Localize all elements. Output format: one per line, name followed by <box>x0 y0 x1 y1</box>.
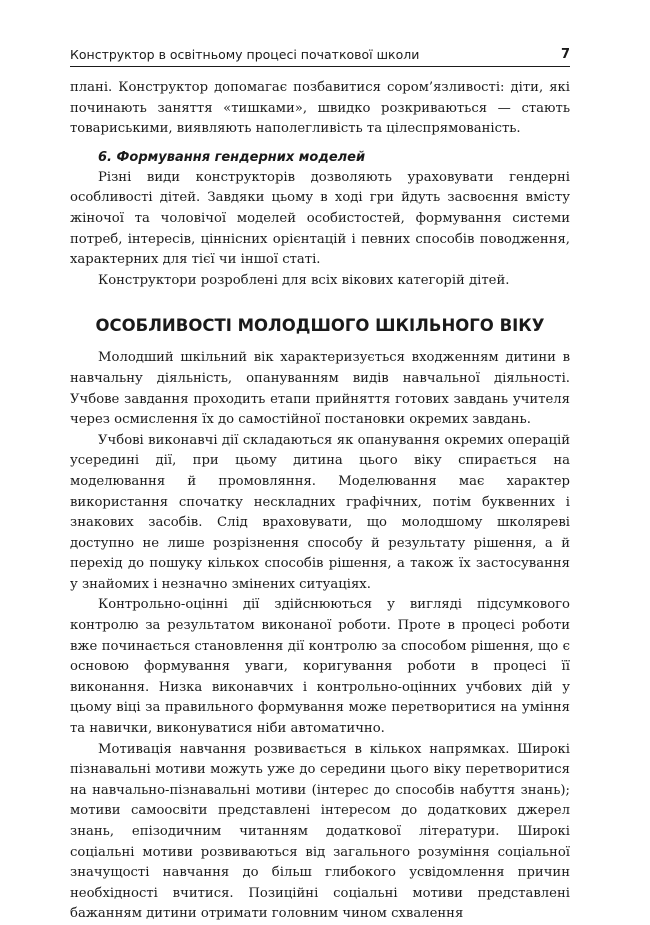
intro-paragraph: плані. Конструктор допомагає позбавитися сором’язливості: діти, які починають заняття «тишками», швидко розкриваються — стають товариськими, виявляють наполегливість та цілеспрямованість. <box>70 80 570 137</box>
running-header <box>70 46 570 67</box>
page-body <box>70 78 570 925</box>
subsection-paragraph: Різні види конструкторів дозволяють ураховувати гендерні особливості дітей. Завдяки цьому в ході гри йдуть засвоєння вмісту жіночої та чоловічої моделей особистостей, формування системи потреб, інтересів, ціннісних орієнтацій і певних способів поводження, характерних для тієї чи іншої статі. <box>70 169 570 268</box>
subsection-heading: 6. Формування гендерних моделей <box>98 149 366 165</box>
section-title: ОСОБЛИВОСТІ МОЛОДШОГО ШКІЛЬНОГО ВІКУ <box>95 316 545 336</box>
running-header-title: Конструктор в освітньому процесі початкової школи <box>70 47 420 62</box>
section-paragraph: Контрольно-оцінні дії здійснюються у вигляді підсумкового контролю за результатом виконаної роботи. Проте в процесі роботи вже починається становлення дії контролю за способом рішення, що є основою формування уваги, коригування роботи в процесі її виконання. Низка виконавчих і контрольно-оцінних учбових дій у цьому віці за правильного формування може перетворитися на уміння та навички, виконуватися ніби автоматично. <box>70 597 570 737</box>
section-paragraph: Молодший шкільний вік характеризується входженням дитини в навчальну діяльність, опануванням видів навчальної діяльності. Учбове завдання проходить етапи прийняття готових завдань учителя через осмислення їх до самостійної постановки окремих завдань. <box>70 350 570 428</box>
subsection-paragraph: Конструктори розроблені для всіх вікових категорій дітей. <box>98 272 510 288</box>
section-paragraph: Мотивація навчання розвивається в кількох напрямках. Широкі пізнавальні мотиви можуть уже до середини цього віку перетворитися на навчально-пізнавальні мотиви (інтерес до способів набуття знань); мотиви самоосвіти представлені інтересом до додаткових джерел знань, епізодичним читанням додаткової літератури. Широкі соціальні мотиви розвиваються від загального розуміння соціальної значущості навчання до більш глибокого усвідомлення причин необхідності вчитися. Позиційні соціальні мотиви представлені бажанням дитини отримати головним чином схвалення <box>70 741 570 922</box>
page-number: 7 <box>560 47 570 62</box>
section-paragraph: Учбові виконавчі дії складаються як опанування окремих операцій усередині дії, при цьому дитина цього віку спирається на моделювання й промовляння. Моделювання має характер використання спочатку нескладних графічних, потім буквенних і знакових засобів. Слід враховувати, що молодшому школяреві доступно не лише розрізнення способу й результату рішення, а й перехід до пошуку кількох способів рішення, а також їх застосування у знайомих і незначно змінених ситуаціях. <box>70 432 570 592</box>
